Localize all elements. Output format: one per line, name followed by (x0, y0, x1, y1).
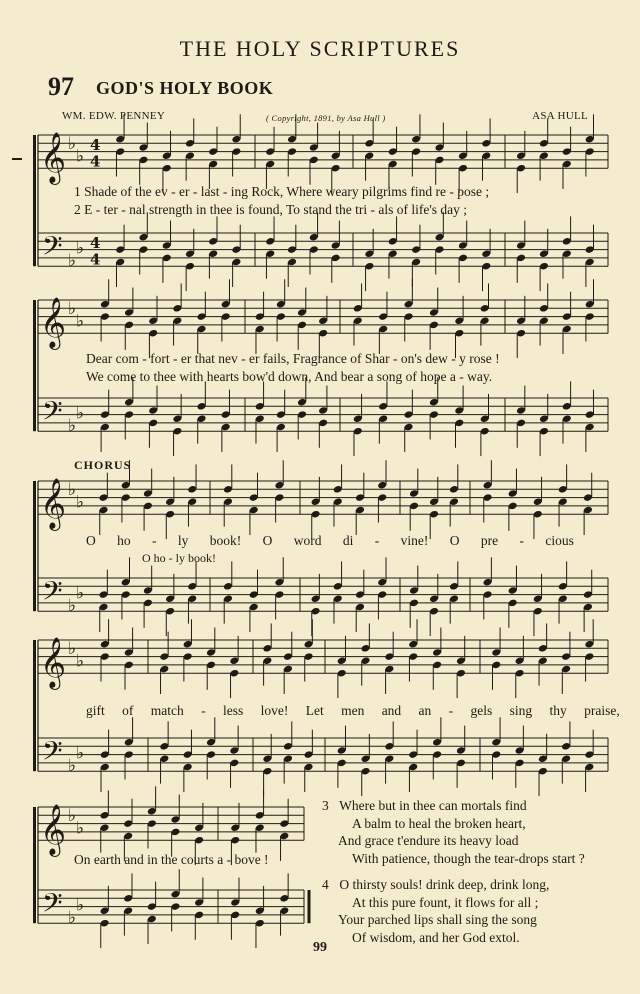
treble-clef-icon: 𝄞 (40, 132, 67, 184)
verse-4 (322, 876, 549, 946)
verse-number: 3 (322, 798, 329, 813)
lyric-line-verse-1: 1 Shade of the ev - er - last - ing Rock, Where weary pilgrims find re - pose ; (74, 184, 490, 199)
lyric-line-chorus-bass: O ho - ly book! (142, 551, 216, 565)
flat-icon: ♭ (76, 146, 85, 167)
treble-clef-icon: 𝄞 (40, 637, 67, 689)
verse-line: O thirsty souls! drink deep, drink long, (339, 877, 550, 892)
treble-clef-icon: 𝄞 (40, 297, 67, 349)
author-credit: WM. EDW. PENNEY (62, 110, 166, 122)
bass-clef-icon: 𝄢 (42, 734, 63, 773)
verse-line: And grace t'endure its heavy load (338, 833, 519, 848)
time-signature: 4 (90, 233, 101, 252)
flat-icon: ♭ (68, 756, 77, 777)
verse-line: At this pure fount, it flows for all ; (352, 894, 539, 910)
lyric-line-verse-2: We come to thee with hearts bow'd down, And bear a song of hope a - way. (86, 369, 493, 384)
flat-icon: ♭ (68, 251, 77, 272)
flat-icon: ♭ (76, 818, 85, 839)
system-brace (33, 135, 36, 266)
treble-clef-icon: 𝄞 (40, 478, 67, 530)
verse-line: A balm to heal the broken heart, (352, 815, 526, 831)
system-brace (33, 300, 36, 431)
verse-number: 4 (322, 877, 329, 892)
bass-clef-icon: 𝄢 (42, 886, 63, 925)
flat-icon: ♭ (76, 238, 85, 259)
copyright-notice: ( Copyright, 1891, by Asa Hull ) (266, 113, 386, 123)
flat-icon: ♭ (68, 479, 77, 500)
lyric-line-verse-2: 2 E - ter - nal strength in thee is found, To stand the tri - als of life's day ; (74, 202, 468, 217)
flat-icon: ♭ (76, 743, 85, 764)
section-title: THE HOLY SCRIPTURES (179, 36, 461, 61)
page-number: 99 (313, 940, 327, 955)
lyric-line-final: On earth and in the courts a - bove ! (74, 852, 269, 867)
hymn-title: GOD'S HOLY BOOK (96, 78, 274, 98)
hymn-number: 97 (48, 72, 74, 101)
flat-icon: ♭ (68, 908, 77, 929)
flat-icon: ♭ (76, 583, 85, 604)
flat-icon: ♭ (68, 805, 77, 826)
verse-line: Your parched lips shall sing the song (338, 912, 537, 927)
system-brace (33, 640, 36, 771)
bass-clef-icon: 𝄢 (42, 394, 63, 433)
treble-clef-icon: 𝄞 (40, 804, 67, 856)
flat-icon: ♭ (68, 416, 77, 437)
time-signature: 4 (90, 135, 101, 154)
bass-clef-icon: 𝄢 (42, 229, 63, 268)
flat-icon: ♭ (76, 403, 85, 424)
system-brace (33, 481, 36, 611)
flat-icon: ♭ (76, 311, 85, 332)
verse-line: Where but in thee can mortals find (339, 798, 527, 813)
flat-icon: ♭ (76, 492, 85, 513)
system-brace (33, 807, 36, 923)
lyric-line-verse-1: Dear com - fort - er that nev - er fails, Fragrance of Shar - on's dew - y rose ! (86, 351, 500, 366)
verse-line: Of wisdom, and her God extol. (352, 929, 520, 945)
time-signature: 4 (90, 250, 101, 269)
flat-icon: ♭ (76, 895, 85, 916)
verse-line: With patience, though the tear-drops start ? (352, 850, 585, 866)
flat-icon: ♭ (68, 298, 77, 319)
flat-icon: ♭ (68, 638, 77, 659)
time-signature: 4 (90, 152, 101, 171)
chorus-label: CHORUS (74, 458, 132, 472)
flat-icon: ♭ (68, 133, 77, 154)
composer-credit: ASA HULL (532, 110, 588, 122)
lyric-line-chorus: O ho - ly book! O word di - vine! O pre - cious (86, 533, 574, 548)
lyric-line-chorus: gift of match - less love! Let men and an - gels sing thy praise, (86, 703, 620, 718)
bass-clef-icon: 𝄢 (42, 574, 63, 613)
verse-3 (322, 797, 585, 867)
flat-icon: ♭ (68, 596, 77, 617)
flat-icon: ♭ (76, 651, 85, 672)
